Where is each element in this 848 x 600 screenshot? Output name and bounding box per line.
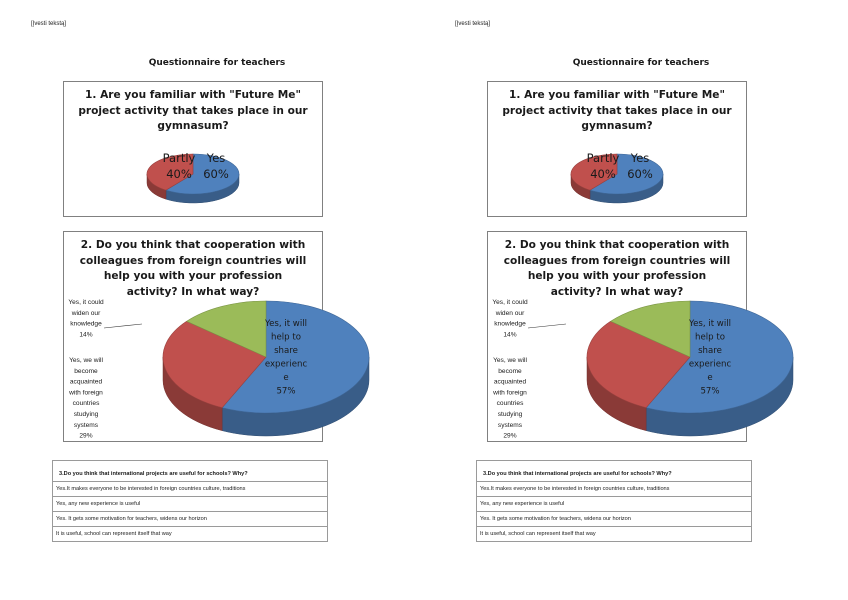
pie-data-label: Partly 40% [162,151,196,181]
answer-row: Yes. It gets some motivation for teachers, widens our horizon [53,512,327,527]
pie-data-label: Yes 60% [627,151,653,181]
chart-1-title-line: 1. Are you familiar with "Future Me" [509,89,725,101]
chart-2-title-line: 2. Do you think that cooperation with [80,239,306,251]
answer-row: Yes. It gets some motivation for teachers, widens our horizon [477,512,751,527]
answer-row: It is useful, school can represent itself that way [480,531,596,537]
answer-row: Yes, any new experience is useful [477,497,751,512]
question-3-table [52,460,328,542]
chart-2-title-line: colleagues from foreign countries will [79,254,307,267]
chart-1-box [63,81,323,217]
question-3-heading: 3.Do you think that international projects are useful for schools? Why? [477,461,751,482]
chart-2-pie [488,232,746,441]
leader-line [104,324,142,328]
pie-data-label: Yes, it will help to share experienc e 57% [688,319,732,397]
chart-2-title-line: help you with your profession [103,270,283,282]
chart-1-title-line: project activity that takes place in our [78,104,308,117]
chart-2-title-line: activity? In what way? [550,285,684,298]
chart-1-title-line: gymnasum? [581,120,653,132]
question-3-heading: 3.Do you think that international projects are useful for schools? Why? [53,461,327,482]
pie-data-label: Yes, it could widen our knowledge 14% [492,299,528,339]
page-title: Questionnaire for teachers [572,58,710,68]
chart-2-title-line: colleagues from foreign countries will [503,254,731,267]
chart-1-title-line: gymnasum? [157,120,229,132]
pie-data-label: Yes 60% [203,151,229,181]
chart-2-title-line: help you with your profession [527,270,707,282]
chart-1-pie [488,82,746,216]
leader-line [528,324,566,328]
answer-row: It is useful, school can represent itself that way [56,531,172,537]
header-note: [Įvesti tekstą] [455,21,491,27]
pie-data-label: Yes, we will become acquainted with foreign countries studying systems 29% [69,357,103,440]
chart-2-title-line: activity? In what way? [126,285,260,298]
chart-2-box [487,231,747,442]
pie-data-label: Yes, we will become acquainted with foreign countries studying systems 29% [493,357,527,440]
pie-data-label: Partly 40% [586,151,620,181]
page-right [424,0,848,600]
question-3-table [476,460,752,542]
pie-data-label: Yes, it will help to share experienc e 57% [264,319,308,397]
pie-data-label: Yes, it could widen our knowledge 14% [68,299,104,339]
page-title: Questionnaire for teachers [148,58,286,68]
answer-row: Yes.It makes everyone to be interested in foreign countries culture, traditions [477,482,751,497]
chart-2-title-line: 2. Do you think that cooperation with [504,239,730,251]
chart-1-pie [64,82,322,216]
answer-row: Yes, any new experience is useful [53,497,327,512]
chart-1-title-line: project activity that takes place in our [502,104,732,117]
chart-1-box [487,81,747,217]
chart-1-title-line: 1. Are you familiar with "Future Me" [85,89,301,101]
answer-row: Yes.It makes everyone to be interested in foreign countries culture, traditions [53,482,327,497]
chart-2-box [63,231,323,442]
chart-2-pie [64,232,322,441]
header-note: [Įvesti tekstą] [31,21,67,27]
